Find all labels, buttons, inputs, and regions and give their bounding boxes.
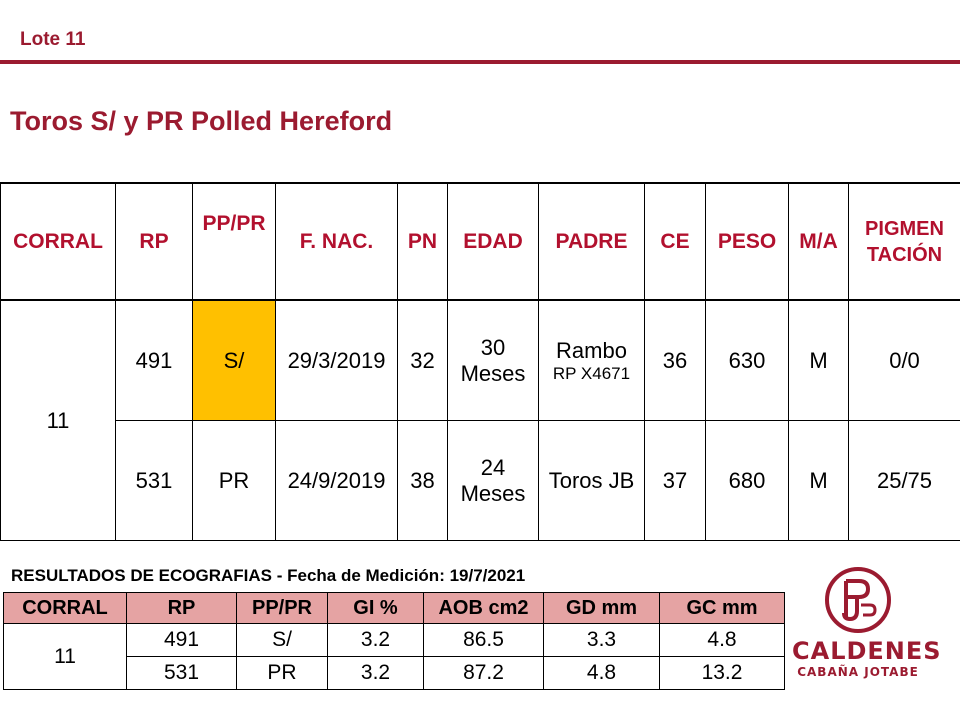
eco-cell-aob: 87.2	[424, 657, 544, 690]
eco-col-gi: GI %	[328, 593, 424, 624]
cell-edad	[448, 300, 539, 421]
cell-pppr-highlight: S/	[193, 300, 276, 421]
col-rp: RP	[116, 183, 193, 300]
header-divider	[0, 60, 960, 64]
eco-col-pppr: PP/PR	[237, 593, 328, 624]
cell-pn: 38	[398, 421, 448, 541]
eco-col-gc: GC mm	[660, 593, 785, 624]
col-peso: PESO	[706, 183, 789, 300]
eco-cell-gc: 4.8	[660, 624, 785, 657]
caldenes-logo	[792, 565, 942, 679]
cell-fnac: 24/9/2019	[276, 421, 398, 541]
col-edad: EDAD	[448, 183, 539, 300]
col-corral: CORRAL	[1, 183, 116, 300]
padre-rp: RP X4671	[552, 363, 631, 383]
eco-cell-rp: 531	[127, 657, 237, 690]
eco-cell-gi: 3.2	[328, 624, 424, 657]
eco-cell-gd: 4.8	[544, 657, 660, 690]
table-row	[1, 300, 960, 421]
cell-rp: 531	[116, 421, 193, 541]
eco-cell-gi: 3.2	[328, 657, 424, 690]
col-pppr: PP/PR	[193, 183, 276, 300]
cell-peso: 630	[706, 300, 789, 421]
padre-name: Rambo	[556, 337, 627, 363]
page-title: Toros S/ y PR Polled Hereford	[10, 106, 393, 136]
col-ma: M/A	[789, 183, 849, 300]
cell-corral: 11	[1, 300, 116, 541]
cell-peso: 680	[706, 421, 789, 541]
eco-cell-gc: 13.2	[660, 657, 785, 690]
eco-row	[4, 624, 785, 657]
eco-table	[3, 592, 785, 690]
col-padre: PADRE	[539, 183, 645, 300]
cell-ma: M	[789, 421, 849, 541]
logo-sub: CABAÑA JOTABE	[797, 665, 919, 679]
col-pig-line2: TACIÓN	[866, 243, 943, 266]
cell-ma: M	[789, 300, 849, 421]
brand-mark-icon	[823, 565, 893, 635]
col-pn: PN	[398, 183, 448, 300]
eco-col-corral: CORRAL	[4, 593, 127, 624]
cell-pn: 32	[398, 300, 448, 421]
table-header-row	[1, 183, 960, 300]
cell-padre: Toros JB	[539, 421, 645, 541]
bulls-table	[0, 182, 960, 541]
eco-cell-gd: 3.3	[544, 624, 660, 657]
col-ce: CE	[645, 183, 706, 300]
cell-fnac: 29/3/2019	[276, 300, 398, 421]
cell-pppr: PR	[193, 421, 276, 541]
eco-cell-aob: 86.5	[424, 624, 544, 657]
cell-pigmentacion: 25/75	[849, 421, 960, 541]
eco-col-gd: GD mm	[544, 593, 660, 624]
edad-value: 30	[480, 334, 506, 360]
eco-header-row	[4, 593, 785, 624]
lot-label: Lote 11	[20, 29, 86, 50]
cell-pigmentacion: 0/0	[849, 300, 960, 421]
col-fnac: F. NAC.	[276, 183, 398, 300]
cell-rp: 491	[116, 300, 193, 421]
eco-cell-rp: 491	[127, 624, 237, 657]
eco-col-aob: AOB cm2	[424, 593, 544, 624]
eco-cell-pppr: PR	[237, 657, 328, 690]
cell-ce: 36	[645, 300, 706, 421]
logo-brand: CALDENES	[792, 637, 942, 665]
edad-unit: Meses	[460, 480, 526, 506]
eco-cell-corral: 11	[4, 624, 127, 690]
cell-edad	[448, 421, 539, 541]
col-pigmentacion	[849, 183, 960, 300]
edad-value: 24	[480, 454, 506, 480]
cell-ce: 37	[645, 421, 706, 541]
edad-unit: Meses	[460, 360, 526, 386]
table-row	[1, 421, 960, 541]
eco-section-title: RESULTADOS DE ECOGRAFIAS - Fecha de Medición: 19/7/2021	[11, 566, 526, 585]
eco-col-rp: RP	[127, 593, 237, 624]
eco-cell-pppr: S/	[237, 624, 328, 657]
cell-padre	[539, 300, 645, 421]
col-pig-line1: PIGMEN	[865, 217, 944, 240]
